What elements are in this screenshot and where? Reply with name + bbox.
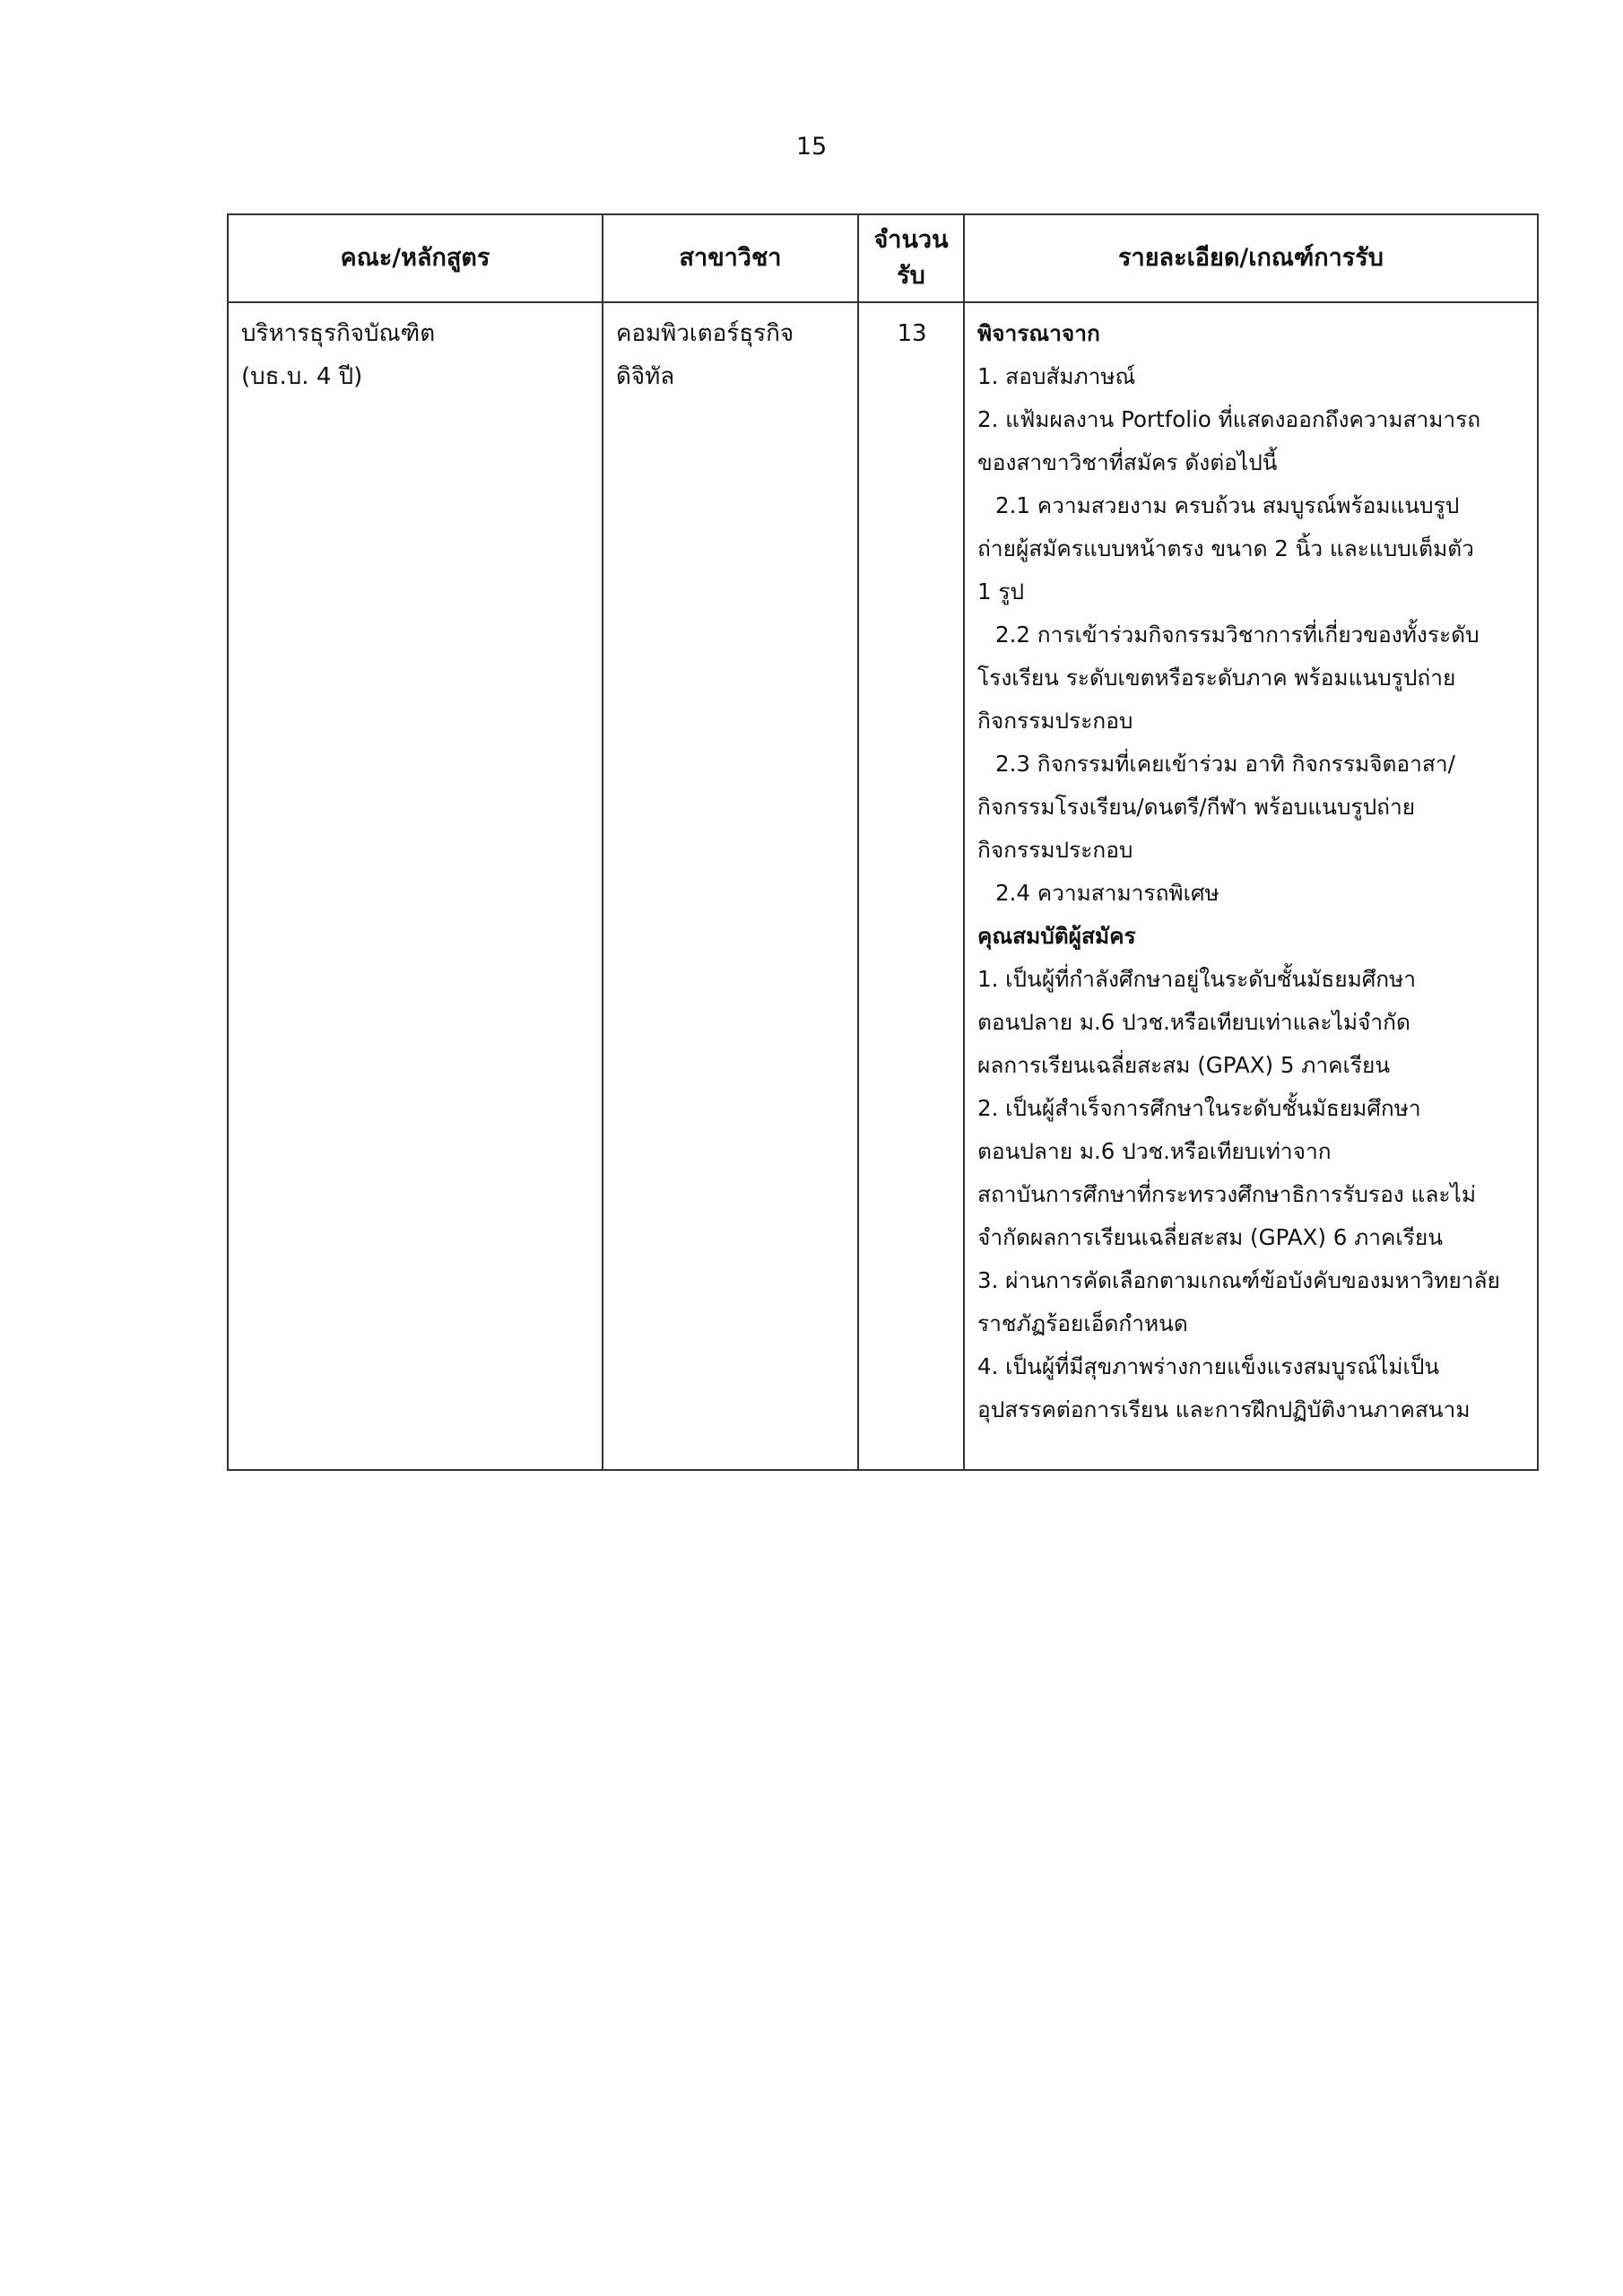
details-line: ตอนปลาย ม.6 ปวช.หรือเทียบเท่าและไม่จำกัด — [977, 1009, 1410, 1035]
major-name-line2: ดิจิทัล — [616, 363, 675, 390]
details-line: โรงเรียน ระดับเขตหรือระดับภาค พร้อมแนบรูปถ่าย — [977, 665, 1456, 691]
page-number: 15 — [795, 133, 828, 161]
header-faculty: คณะ/หลักสูตร — [228, 214, 603, 302]
details-line: 2.3 กิจกรรมที่เคยเข้าร่วม อาทิ กิจกรรมจิตอาสา/ — [995, 751, 1455, 777]
details-line: 1 รูป — [977, 578, 1025, 604]
header-count — [858, 214, 964, 302]
details-line: 2.4 ความสามารถพิเศษ — [995, 880, 1219, 906]
details-cell — [964, 302, 1538, 1470]
details-list — [977, 312, 1526, 1431]
details-line: สถาบันการศึกษาที่กระทรวงศึกษาธิการรับรอง และไม่ — [977, 1181, 1476, 1207]
header-count-line1: จำนวน — [873, 226, 949, 254]
details-line: อุปสรรคต่อการเรียน และการฝึกปฏิบัติงานภาคสนาม — [977, 1396, 1471, 1422]
details-line: จำกัดผลการเรียนเฉลี่ยสะสม (GPAX) 6 ภาคเรียน — [977, 1224, 1443, 1250]
header-count-line2: รับ — [897, 262, 925, 290]
major-cell — [603, 302, 858, 1470]
details-line: ของสาขาวิชาที่สมัคร ดังต่อไปนี้ — [977, 449, 1278, 475]
details-line: 1. เป็นผู้ที่กำลังศึกษาอยู่ในระดับชั้นมัธยมศึกษา — [977, 966, 1417, 992]
faculty-degree: (บธ.บ. 4 ปี) — [241, 363, 363, 390]
details-line: 1. สอบสัมภาษณ์ — [977, 363, 1136, 389]
faculty-name: บริหารธุรกิจบัณฑิต — [241, 320, 436, 347]
details-line: ถ่ายผู้สมัครแบบหน้าตรง ขนาด 2 นิ้ว และแบบเต็มตัว — [977, 535, 1474, 561]
faculty-cell — [228, 302, 603, 1470]
details-line: 2. แฟ้มผลงาน Portfolio ที่แสดงออกถึงความสามารถ — [977, 406, 1481, 432]
details-line: กิจกรรมประกอบ — [977, 837, 1133, 863]
admission-count: 13 — [897, 320, 927, 347]
details-line: ราชภัฏร้อยเอ็ดกำหนด — [977, 1310, 1188, 1336]
details-line: ผลการเรียนเฉลี่ยสะสม (GPAX) 5 ภาคเรียน — [977, 1052, 1391, 1078]
details-line: 2.1 ความสวยงาม ครบถ้วน สมบูรณ์พร้อมแนบรูป — [995, 492, 1460, 518]
details-line: 4. เป็นผู้ที่มีสุขภาพร่างกายแข็งแรงสมบูรณ์ไม่เป็น — [977, 1353, 1440, 1379]
table-row — [228, 302, 1538, 1470]
details-line: 3. ผ่านการคัดเลือกตามเกณฑ์ข้อบังคับของมหาวิทยาลัย — [977, 1267, 1500, 1293]
details-line: 2.2 การเข้าร่วมกิจกรรมวิชาการที่เกี่ยวของทั้งระดับ — [995, 622, 1480, 648]
details-line: ตอนปลาย ม.6 ปวช.หรือเทียบเท่าจาก — [977, 1138, 1332, 1164]
details-line: กิจกรรมประกอบ — [977, 708, 1133, 734]
details-line: กิจกรรมโรงเรียน/ดนตรี/กีฬา พร้อบแนบรูปถ่าย — [977, 794, 1416, 820]
admission-criteria-table — [227, 213, 1539, 1471]
details-heading: พิจารณาจาก — [977, 320, 1100, 346]
header-details: รายละเอียด/เกณฑ์การรับ — [964, 214, 1538, 302]
count-cell — [858, 302, 964, 1470]
table-header-row — [228, 214, 1538, 302]
header-major: สาขาวิชา — [603, 214, 858, 302]
details-line: 2. เป็นผู้สำเร็จการศึกษาในระดับชั้นมัธยมศึกษา — [977, 1095, 1421, 1121]
details-heading: คุณสมบัติผู้สมัคร — [977, 923, 1136, 949]
major-name-line1: คอมพิวเตอร์ธุรกิจ — [616, 320, 794, 347]
